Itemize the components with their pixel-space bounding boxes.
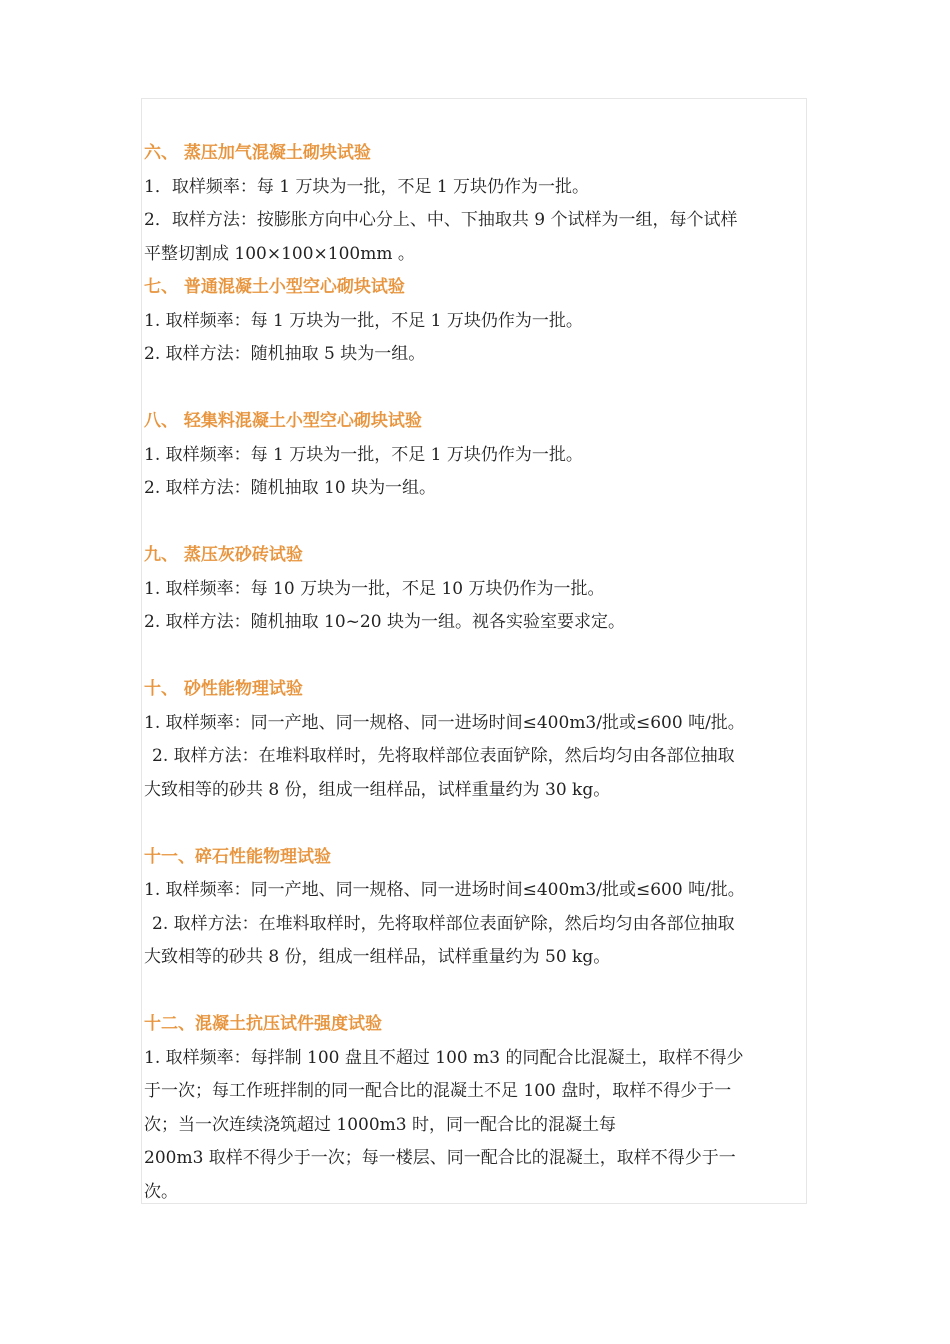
section-line: 1. 取样频率：同一产地、同一规格、同一进场时间≤400m3/批或≤600 吨/批。 xyxy=(144,880,745,900)
section-line: 200m3 取样不得少于一次；每一楼层、同一配合比的混凝土，取样不得少于一 xyxy=(144,1148,736,1168)
section-8 xyxy=(144,405,808,506)
section-10 xyxy=(144,673,808,807)
section-line: 次。 xyxy=(144,1181,178,1202)
section-heading: 十、 砂性能物理试验 xyxy=(144,679,303,699)
section-line: 2. 取样方法：随机抽取 10 块为一组。 xyxy=(144,478,437,498)
paragraph-gap xyxy=(144,506,808,540)
section-line: 1．取样频率：每 1 万块为一批，不足 1 万块仍作为一批。 xyxy=(144,176,590,197)
document-body xyxy=(144,137,808,1209)
section-heading: 十二、混凝土抗压试件强度试验 xyxy=(144,1014,382,1034)
section-line: 2. 取样方法：在堆料取样时，先将取样部位表面铲除，然后均匀由各部位抽取 xyxy=(152,913,735,934)
section-line: 于一次；每工作班拌制的同一配合比的混凝土不足 100 盘时，取样不得少于一 xyxy=(144,1081,732,1101)
section-9 xyxy=(144,539,808,640)
section-11 xyxy=(144,841,808,975)
section-heading: 七、 普通混凝土小型空心砌块试验 xyxy=(144,277,405,297)
section-line: 大致相等的砂共 8 份，组成一组样品，试样重量约为 50 kg。 xyxy=(144,947,611,967)
paragraph-gap xyxy=(144,640,808,674)
section-7 xyxy=(144,271,808,372)
section-line: 平整切割成 100×100×100mm 。 xyxy=(144,243,415,264)
section-line: 1. 取样频率：每 1 万块为一批，不足 1 万块仍作为一批。 xyxy=(144,310,583,331)
section-heading: 八、 轻集料混凝土小型空心砌块试验 xyxy=(144,411,422,431)
section-line: 次；当一次连续浇筑超过 1000m3 时，同一配合比的混凝土每 xyxy=(144,1114,617,1135)
section-line: 2. 取样方法：在堆料取样时，先将取样部位表面铲除，然后均匀由各部位抽取 xyxy=(152,746,735,766)
paragraph-gap xyxy=(144,975,808,1009)
section-line: 大致相等的砂共 8 份，组成一组样品，试样重量约为 30 kg。 xyxy=(144,779,611,800)
section-6 xyxy=(144,137,808,271)
paragraph-gap xyxy=(144,807,808,841)
section-line: 1. 取样频率：每 1 万块为一批，不足 1 万块仍作为一批。 xyxy=(144,444,583,465)
section-line: 2. 取样方法：随机抽取 10~20 块为一组。视各实验室要求定。 xyxy=(144,612,625,632)
section-line: 1. 取样频率：每 10 万块为一批，不足 10 万块仍作为一批。 xyxy=(144,578,605,599)
section-heading: 六、 蒸压加气混凝土砌块试验 xyxy=(144,143,371,163)
section-heading: 九、 蒸压灰砂砖试验 xyxy=(144,545,303,565)
section-line: 2. 取样方法：随机抽取 5 块为一组。 xyxy=(144,344,426,364)
section-line: 1. 取样频率：每拌制 100 盘且不超过 100 m3 的同配合比混凝土，取样不得少 xyxy=(144,1047,744,1068)
section-heading: 十一、碎石性能物理试验 xyxy=(144,846,331,867)
section-line: 1. 取样频率：同一产地、同一规格、同一进场时间≤400m3/批或≤600 吨/批。 xyxy=(144,712,745,733)
section-line: 2．取样方法：按膨胀方向中心分上、中、下抽取共 9 个试样为一组，每个试样 xyxy=(144,210,738,230)
paragraph-gap xyxy=(144,372,808,406)
section-12 xyxy=(144,1008,808,1209)
